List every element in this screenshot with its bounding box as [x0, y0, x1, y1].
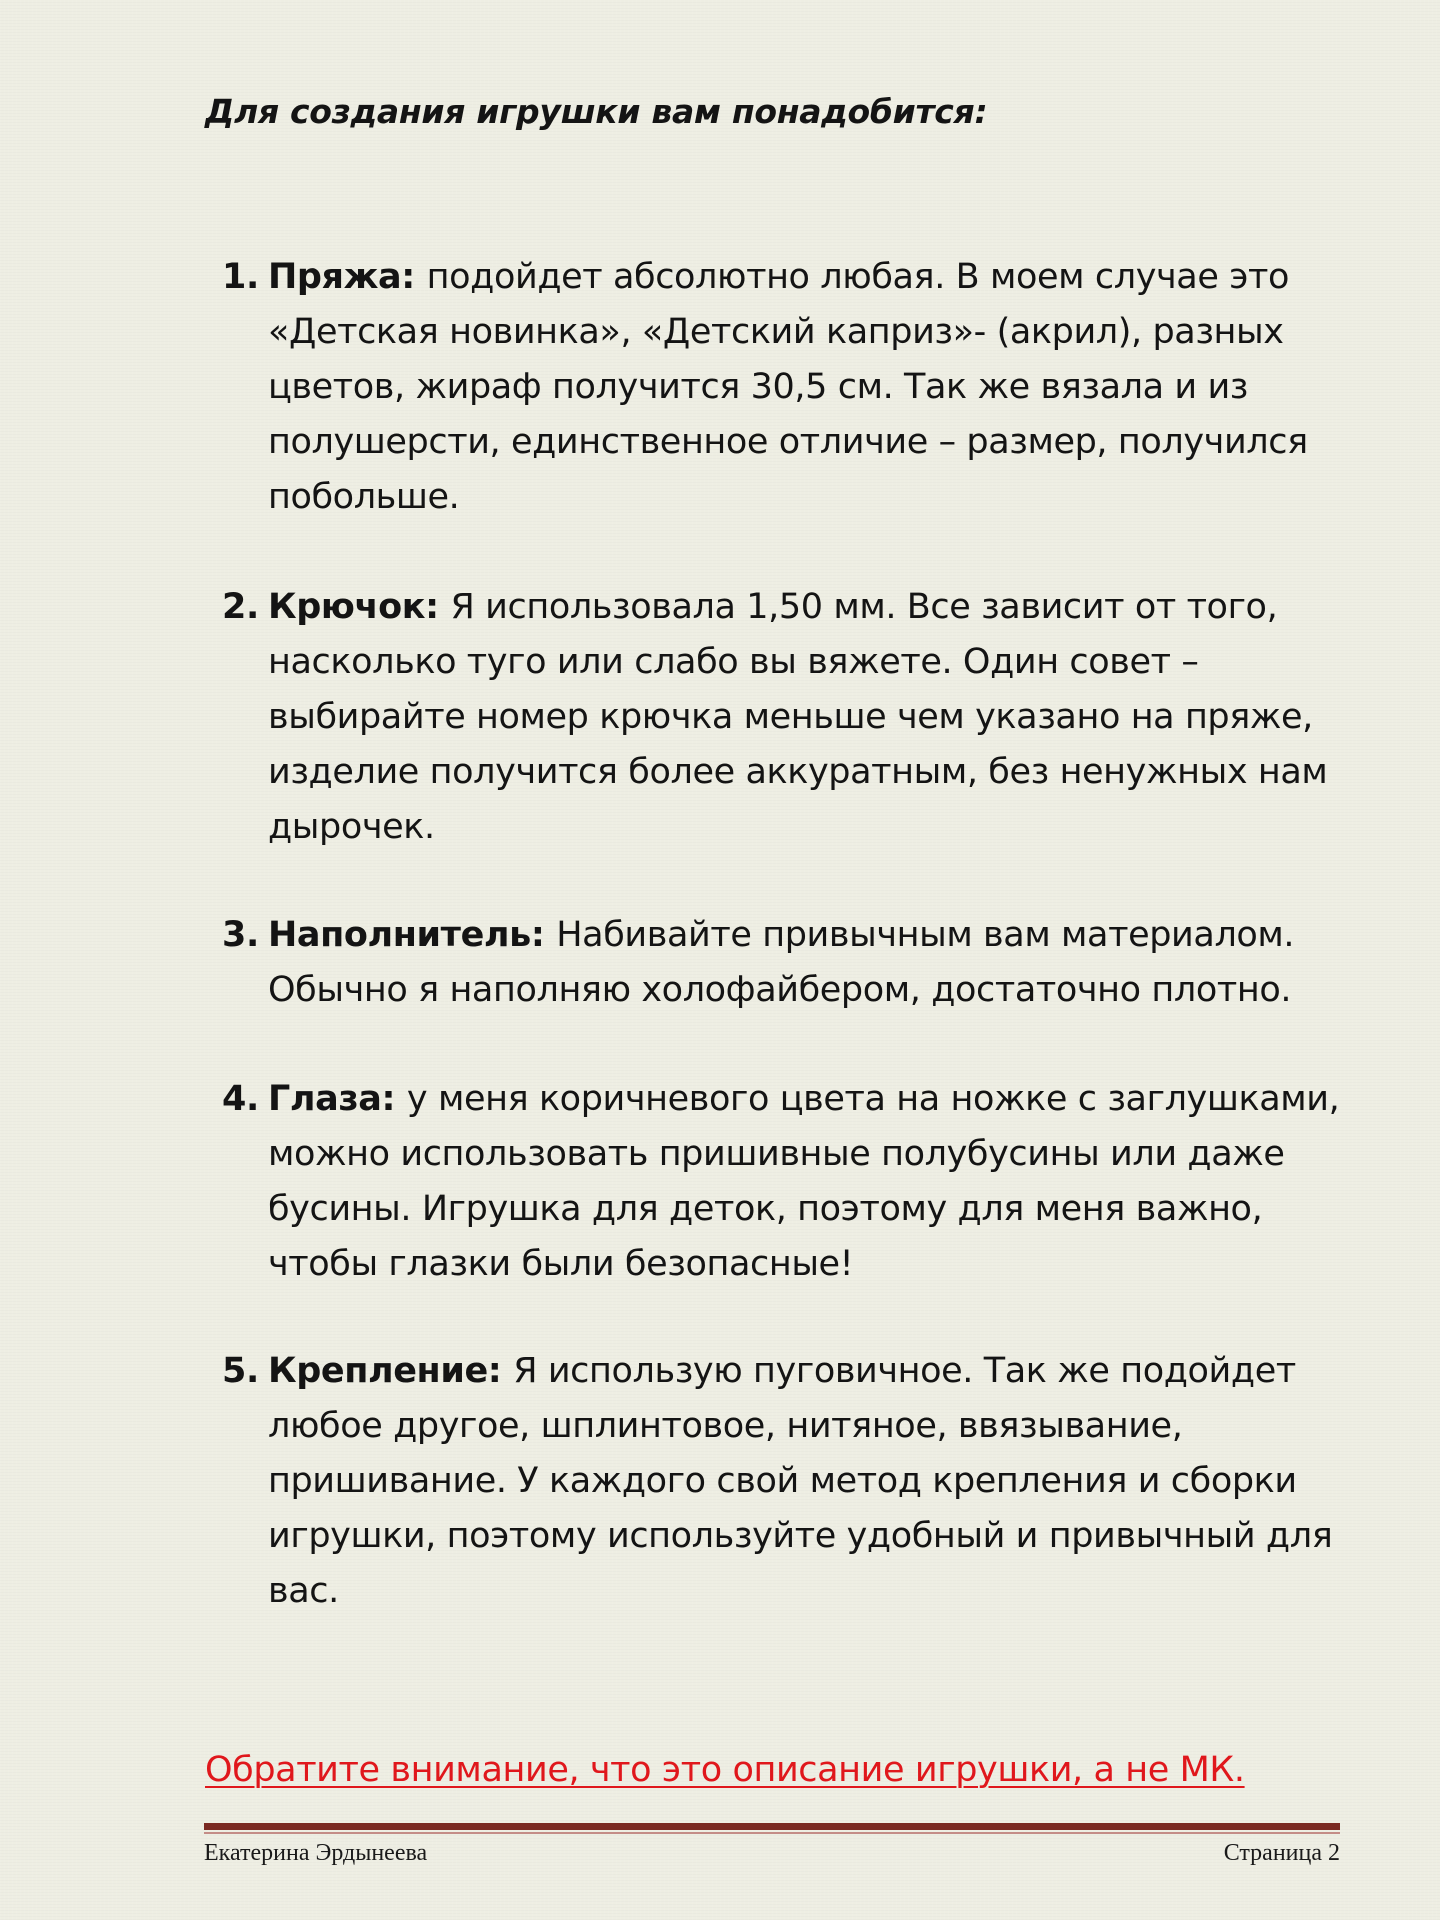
item-number: 4. [222, 1079, 259, 1119]
item-text: Набивайте привычным вам материалом. Обычно я наполняю холофайбером, достаточно плотно. [268, 915, 1295, 1010]
item-text: подойдет абсолютно любая. В моем случае это «Детская новинка», «Детский каприз»- (акрил), разных цветов, жираф получится 30,5 см. Так же вязала и из полушерсти, единственное отличие – размер, получился побольше. [268, 257, 1308, 517]
notice-text: Обратите внимание, что это описание игрушки, а не МК. [205, 1750, 1245, 1790]
footer-author: Екатерина Эрдынеева [204, 1840, 428, 1866]
list-item-joints [222, 1344, 1342, 1619]
list-item-yarn [222, 250, 1342, 525]
item-label: Наполнитель: [268, 915, 557, 955]
footer-page-number: Страница 2 [1223, 1840, 1340, 1866]
item-number: 2. [222, 587, 259, 627]
list-item-eyes [222, 1072, 1342, 1292]
page-title: Для создания игрушки вам понадобится: [205, 92, 988, 131]
item-text: Я использовала 1,50 мм. Все зависит от того, насколько туго или слабо вы вяжете. Один совет – выбирайте номер крючка меньше чем указано на пряже, изделие получится более аккуратным, без ненужных нам дырочек. [268, 587, 1328, 847]
item-number: 5. [222, 1351, 259, 1391]
page-footer [204, 1840, 1340, 1867]
divider-thin-line [204, 1832, 1340, 1834]
footer-divider [204, 1823, 1340, 1833]
item-label: Крючок: [268, 587, 451, 627]
list-item-filler [222, 908, 1342, 1018]
list-item-hook [222, 580, 1342, 855]
item-label: Пряжа: [268, 257, 427, 297]
item-number: 3. [222, 915, 259, 955]
item-number: 1. [222, 257, 259, 297]
item-text: Я использую пуговичное. Так же подойдет любое другое, шплинтовое, нитяное, ввязывание, пришивание. У каждого свой метод крепления и сборки игрушки, поэтому используйте удобный и привычный для вас. [268, 1351, 1333, 1611]
item-label: Крепление: [268, 1351, 514, 1391]
item-text: у меня коричневого цвета на ножке с заглушками, можно использовать пришивные полубусины или даже бусины. Игрушка для деток, поэтому для меня важно, чтобы глазки были безопасные! [268, 1079, 1340, 1284]
materials-list [222, 250, 1342, 1672]
item-label: Глаза: [268, 1079, 407, 1119]
divider-thick-line [204, 1823, 1340, 1830]
